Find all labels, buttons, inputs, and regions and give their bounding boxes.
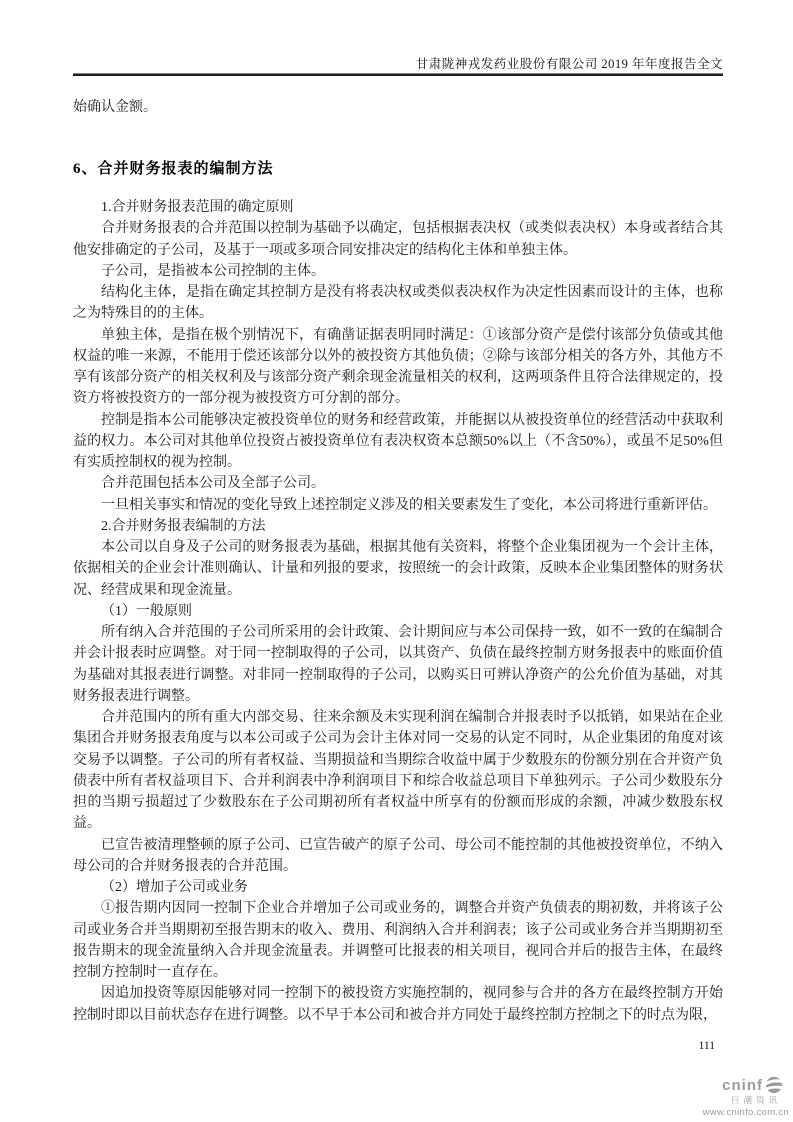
section-heading: 6、合并财务报表的编制方法: [73, 161, 274, 177]
paragraph: 单独主体，是指在极个别情况下，有确凿证据表明同时满足：①该部分资产是偿付该部分负债或其他权益的唯一来源，不能用于偿还该部分以外的被投资方其他负债；②除与该部分相关的各方外，其他方不享有该部分资产的相关权利及与该部分资产剩余现金流量相关的权利，这两项条件且符合法律规定的，投资方将被投资方的一部分视为被投资方可分割的部分。: [73, 327, 723, 407]
page-header-title: 甘肃陇神戎发药业股份有限公司 2019 年年度报告全文: [415, 57, 723, 71]
paragraph: 因追加投资等原因能够对同一控制下的被投资方实施控制的，视同参与合并的各方在最终控制方开始控制时即以目前状态存在进行调整。以不早于本公司和被合并方同处于最终控制方控制之下的时点为限，: [73, 986, 723, 1023]
paragraph: 结构化主体，是指在确定其控制方是没有将表决权或类似表决权作为决定性因素而设计的主体，也称之为特殊目的的主体。: [73, 285, 723, 322]
paragraph: 合并范围内的所有重大内部交易、往来余额及未实现利润在编制合并报表时予以抵销，如果站在企业集团合并财务报表角度与以本公司或子公司为会计主体对同一交易的认定不同时，从企业集团的角度对该交易予以调整。子公司的所有者权益、当期损益和当期综合收益中属于少数股东的份额分别在合并资产负债表中所有者权益项目下、合并利润表中净利润项目下和综合收益总项目下单独列示。子公司少数股东分担的当期亏损超过了少数股东在子公司期初所有者权益中所享有的份额而形成的余额，冲减少数股东权益。: [73, 710, 723, 832]
paragraph: 2.合并财务报表编制的方法: [101, 518, 266, 534]
paragraph: （1）一般原则: [101, 603, 192, 619]
body-text: [73, 197, 723, 1026]
paragraph: 一旦相关事实和情况的变化导致上述控制定义涉及的相关要素发生了变化，本公司将进行重新评估。: [101, 497, 717, 513]
paragraph: 子公司，是指被本公司控制的主体。: [101, 263, 325, 279]
paragraph: 合并财务报表的合并范围以控制为基础予以确定，包括根据表决权（或类似表决权）本身或者结合其他安排确定的子公司，及基于一项或多项合同安排决定的结构化主体和单独主体。: [73, 221, 723, 258]
paragraph: 所有纳入合并范围的子公司所采用的会计政策、会计期间应与本公司保持一致，如不一致的在编制合并会计报表时应调整。对于同一控制取得的子公司，以其资产、负债在最终控制方财务报表中的账面价值为基础对其报表进行调整。对非同一控制取得的子公司，以购买日可辨认净资产的公允价值为基础，对其财务报表进行调整。: [73, 625, 723, 704]
paragraph: 1.合并财务报表范围的确定原则: [101, 200, 294, 215]
cninfo-brand-text: cninf: [722, 1076, 763, 1094]
page-number: 111: [698, 1040, 715, 1052]
opening-paragraph: 始确认金额。: [73, 100, 157, 115]
cninfo-watermark: [689, 1076, 789, 1117]
cninfo-swirl-icon: [765, 1076, 783, 1094]
paragraph: 已宣告被清理整顿的原子公司、已宣告破产的原子公司、母公司不能控制的其他被投资单位，不纳入母公司的合并财务报表的合并范围。: [73, 837, 723, 874]
cninfo-chinese-name: 巨潮资讯: [730, 1095, 781, 1105]
paragraph: 合并范围包括本公司及全部子公司。: [101, 476, 325, 492]
paragraph: （2）增加子公司或业务: [101, 880, 248, 895]
header-rule: [73, 73, 723, 76]
cninfo-brand-row: [689, 1076, 789, 1094]
paragraph: 本公司以自身及子公司的财务报表为基础，根据其他有关资料，将整个企业集团视为一个会计主体，依据相关的企业会计准则确认、计量和列报的要求，按照统一的会计政策，反映本企业集团整体的财务状况、经营成果和现金流量。: [73, 540, 723, 598]
paragraph: 控制是指本公司能够决定被投资单位的财务和经营政策，并能据以从被投资单位的经营活动中获取利益的权力。本公司对其他单位投资占被投资单位有表决权资本总额50%以上（不含50%），或虽不足50%但有实质控制权的视为控制。: [73, 412, 723, 470]
paragraph: ①报告期内因同一控制下企业合并增加子公司或业务的，调整合并资产负债表的期初数，并将该子公司或业务合并当期期初至报告期末的收入、费用、利润纳入合并利润表；该子公司或业务合并当期期初至报告期末的现金流量纳入合并现金流量表。并调整可比报表的相关项目，视同合并后的报告主体，在最终控制方控制时一直存在。: [73, 901, 723, 980]
cninfo-url: www.cninfo.com.cn: [702, 1106, 789, 1118]
